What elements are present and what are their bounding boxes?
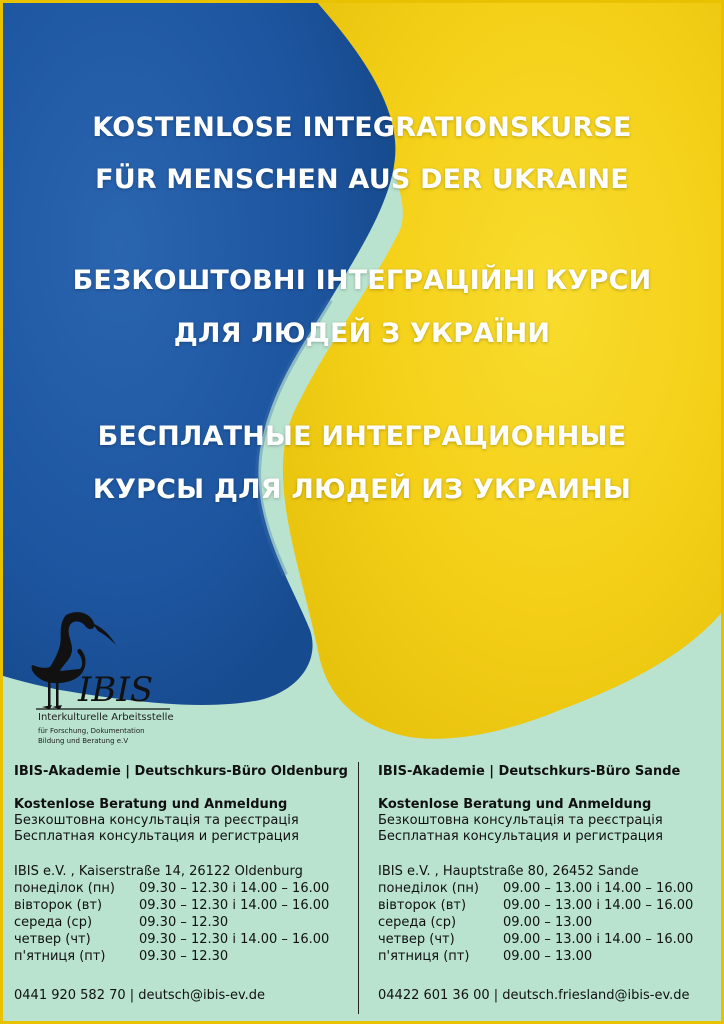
heading-russian-line-1: БЕСПЛАТНЫЕ ИНТЕГРАЦИОННЫЕ: [97, 421, 627, 452]
hours-time: 09.30 – 12.30 і 14.00 – 16.00: [139, 881, 330, 896]
office-title: IBIS-Akademie | Deutschkurs-Büro Oldenburg: [14, 764, 348, 779]
column-divider: [358, 762, 359, 1014]
office-contact[interactable]: 0441 920 582 70 | deutsch@ibis-ev.de: [14, 988, 266, 1003]
consult-ukrainian: Безкоштовна консультація та реєстрація: [14, 813, 299, 828]
consult-german: Kostenlose Beratung und Anmeldung: [14, 797, 288, 812]
heading-russian-line-2: КУРСЫ ДЛЯ ЛЮДЕЙ ИЗ УКРАИНЫ: [92, 474, 632, 505]
hours-time: 09.30 – 12.30: [139, 949, 229, 964]
hours-time: 09.00 – 13.00: [503, 949, 593, 964]
hours-time: 09.00 – 13.00: [503, 915, 593, 930]
hours-time: 09.30 – 12.30: [139, 915, 229, 930]
hours-day: п'ятниця (пт): [14, 949, 106, 964]
logo-subtitle-line-1: Interkulturelle Arbeitsstelle: [38, 712, 174, 723]
hours-day: вівторок (вт): [378, 898, 467, 913]
hours-day: п'ятниця (пт): [378, 949, 470, 964]
hours-day: понеділок (пн): [14, 881, 115, 896]
hours-time: 09.00 – 13.00 і 14.00 – 16.00: [503, 881, 694, 896]
hours-time: 09.00 – 13.00 і 14.00 – 16.00: [503, 898, 694, 913]
hours-day: четвер (чт): [378, 932, 455, 947]
hours-day: середа (ср): [378, 915, 457, 930]
office-contact[interactable]: 04422 601 36 00 | deutsch.friesland@ibis-ev.de: [378, 988, 690, 1003]
hours-day: вівторок (вт): [14, 898, 103, 913]
hours-day: четвер (чт): [14, 932, 91, 947]
consult-russian: Бесплатная консультация и регистрация: [378, 829, 663, 844]
office-address: IBIS e.V. , Hauptstraße 80, 26452 Sande: [378, 864, 639, 879]
heading-ukrainian-line-2: ДЛЯ ЛЮДЕЙ З УКРАЇНИ: [173, 318, 551, 349]
hours-day: понеділок (пн): [378, 881, 479, 896]
hours-day: середа (ср): [14, 915, 93, 930]
office-title: IBIS-Akademie | Deutschkurs-Büro Sande: [378, 764, 681, 779]
logo-subtitle-line-3: Bildung und Beratung e.V: [38, 737, 129, 745]
hours-time: 09.00 – 13.00 і 14.00 – 16.00: [503, 932, 694, 947]
heading-german-line-1: KOSTENLOSE INTEGRATIONSKURSE: [92, 112, 632, 143]
consult-german: Kostenlose Beratung und Anmeldung: [378, 797, 652, 812]
office-address: IBIS e.V. , Kaiserstraße 14, 26122 Oldenburg: [14, 864, 303, 879]
logo-subtitle-line-2: für Forschung, Dokumentation: [38, 727, 145, 735]
heading-german-line-2: FÜR MENSCHEN AUS DER UKRAINE: [95, 164, 629, 195]
hours-time: 09.30 – 12.30 і 14.00 – 16.00: [139, 898, 330, 913]
consult-russian: Бесплатная консультация и регистрация: [14, 829, 299, 844]
consult-ukrainian: Безкоштовна консультація та реєстрація: [378, 813, 663, 828]
logo-wordmark: IBIS: [78, 670, 154, 710]
hours-time: 09.30 – 12.30 і 14.00 – 16.00: [139, 932, 330, 947]
heading-ukrainian-line-1: БЕЗКОШТОВНІ ІНТЕГРАЦІЙНІ КУРСИ: [72, 265, 652, 296]
